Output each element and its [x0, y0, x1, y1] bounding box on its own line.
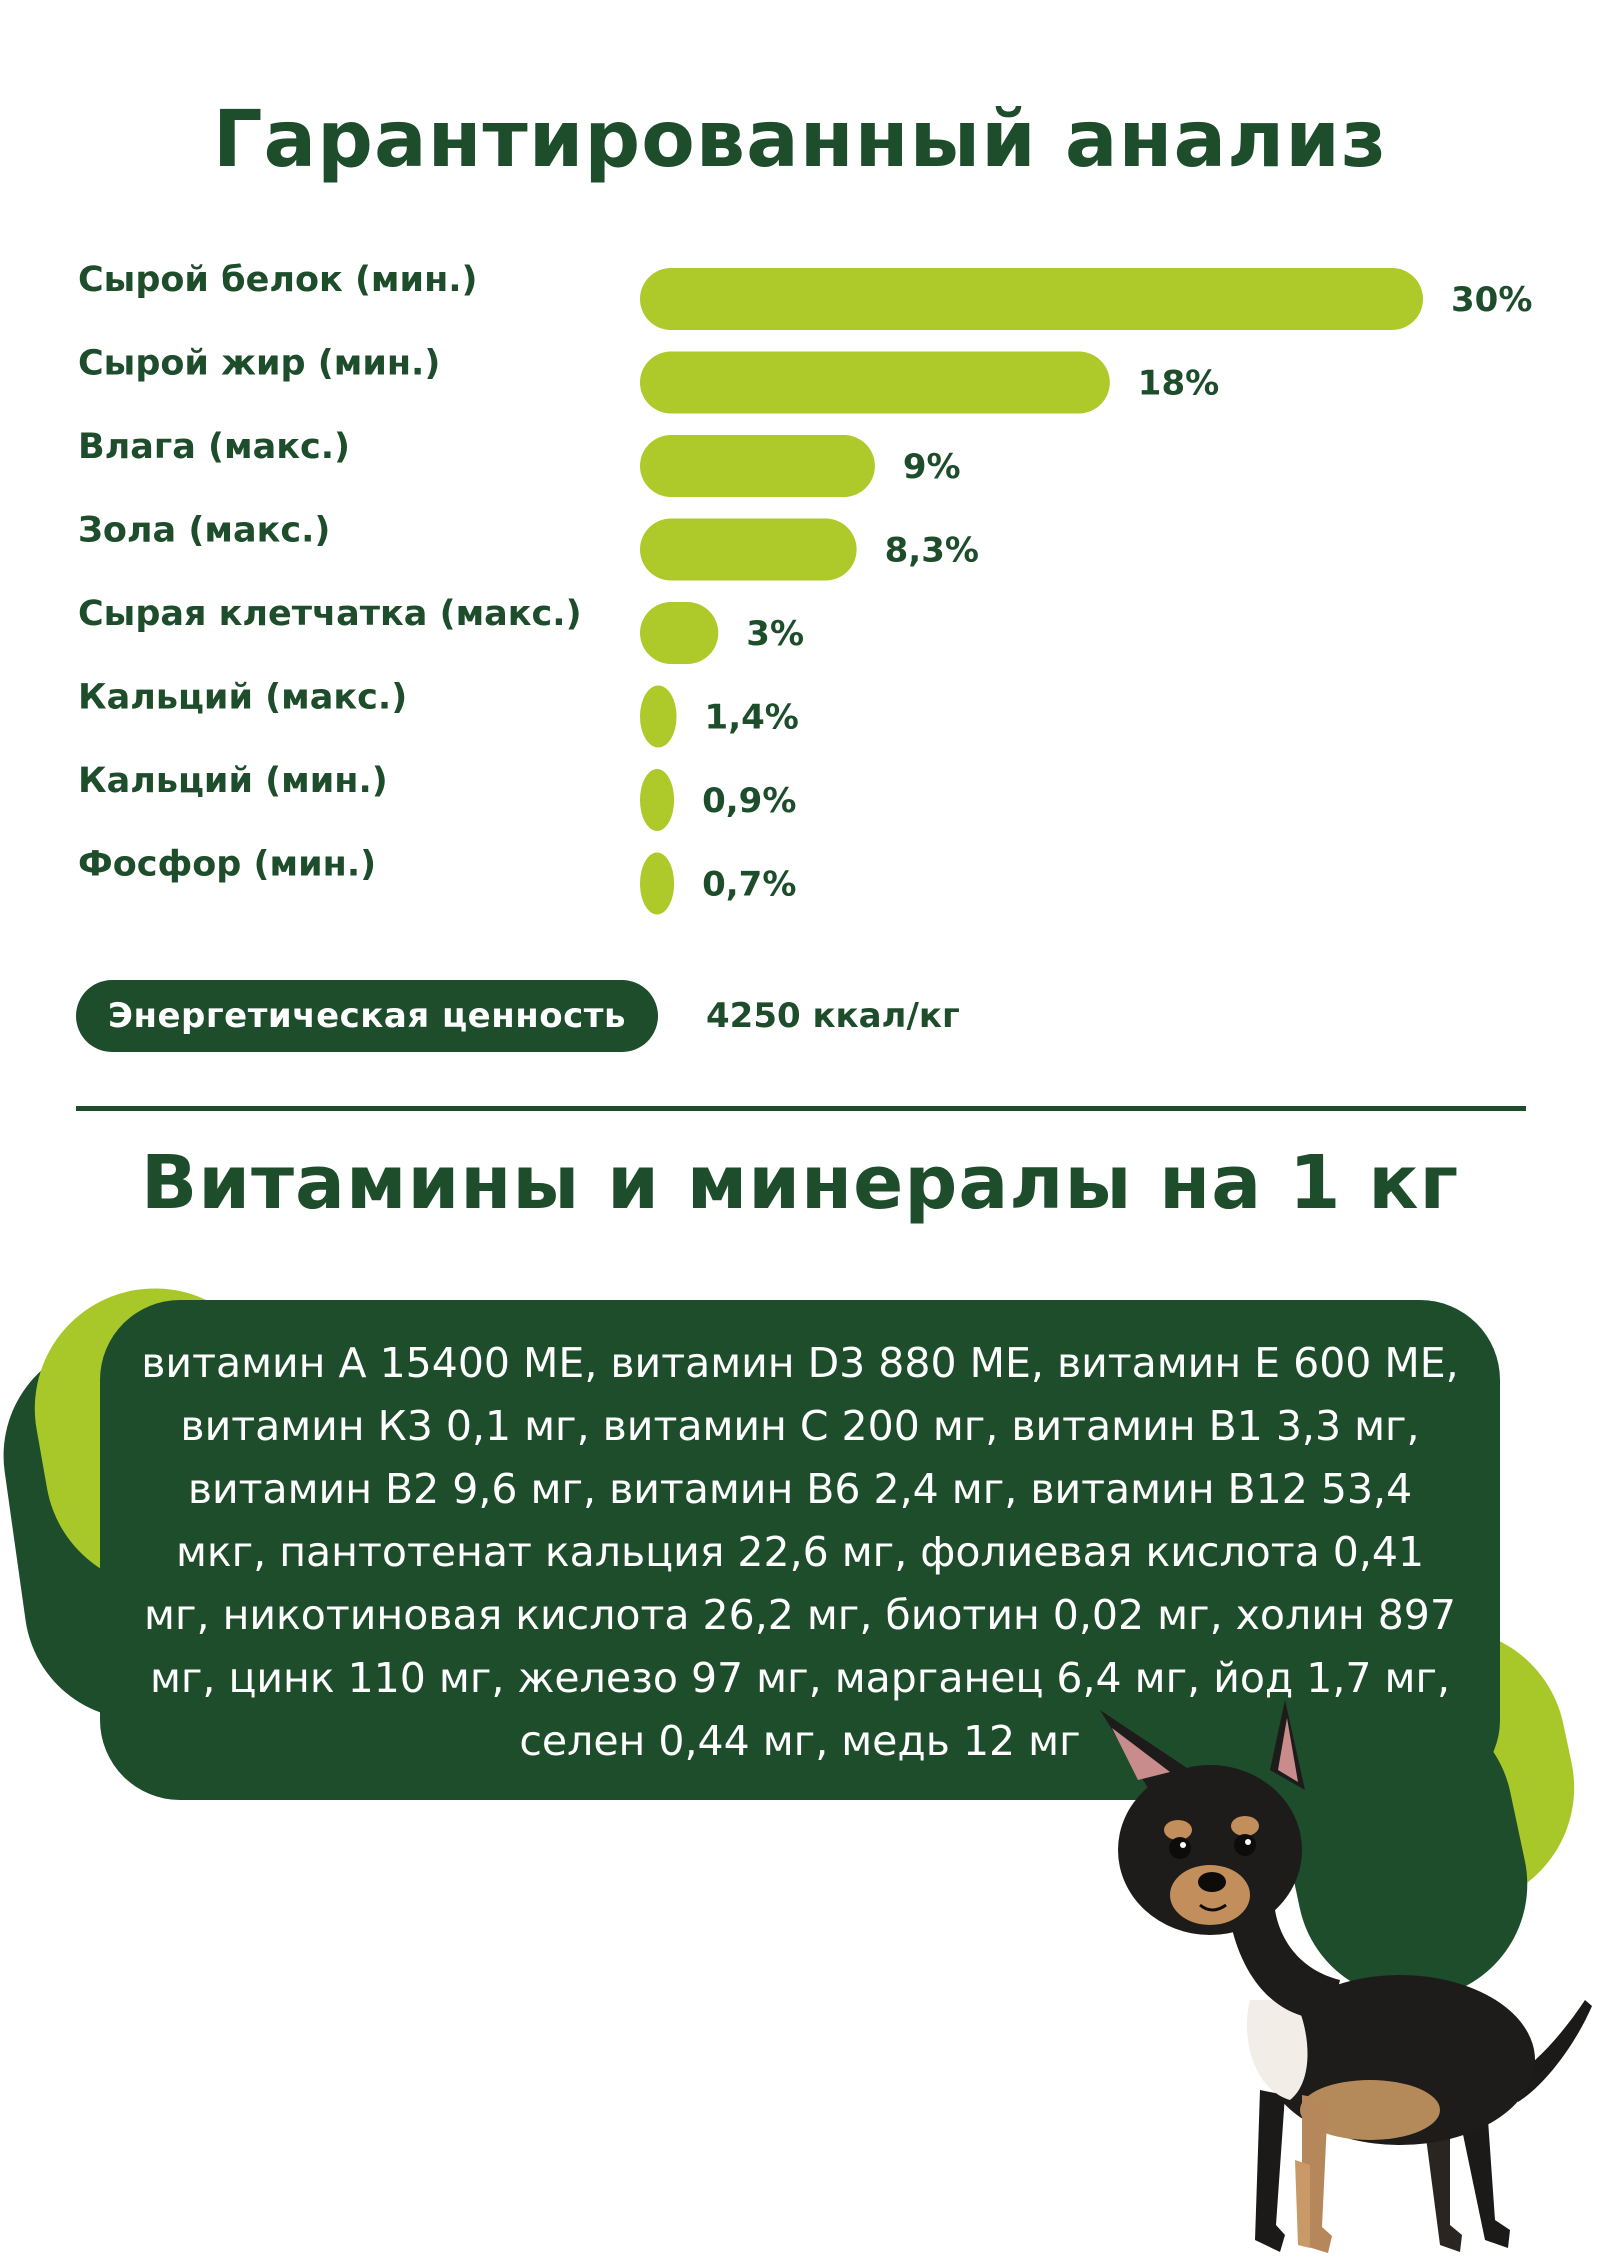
bar: [640, 602, 718, 664]
bar: [640, 268, 1423, 330]
bar-category-label: Сырая клетчатка (макс.): [78, 594, 582, 634]
chihuahua-illustration: [1040, 1700, 1600, 2263]
bar-category-label: Кальций (мин.): [78, 761, 388, 801]
bar-category-label: Фосфор (мин.): [78, 844, 377, 885]
bar-category-label: Сырой жир (мин.): [78, 343, 441, 384]
section-divider: [76, 1106, 1526, 1111]
bar-value-label: 1,4%: [704, 697, 799, 738]
bar: [640, 519, 857, 581]
vitamins-text: витамин А 15400 МЕ, витамин D3 880 МЕ, витамин Е 600 МЕ, витамин К3 0,1 мг, витамин С 200 мг, витамин В1 3,3 мг, витамин В2 9,6 мг, витамин В6 2,4 мг, витамин В12 53,4 мкг, пантотенат кальция 22,6 мг, фолиевая кислота 0,41 мг, никотиновая кислота 26,2 мг, биотин 0,02 мг, холин 897 мг, цинк 110 мг, железо 97 мг, марганец 6,4 мг, йод 1,7 мг, селен 0,44 мг, медь 12 мг: [141, 1339, 1459, 1765]
bar-category-label: Влага (макс.): [78, 427, 351, 467]
bar: [640, 435, 875, 497]
bar-value-label: 30%: [1451, 280, 1533, 320]
bar-category-label: Зола (макс.): [78, 510, 331, 551]
bar-value-label: 8,3%: [884, 530, 979, 571]
energy-label-pill: Энергетическая ценность: [76, 980, 658, 1052]
bar: [640, 352, 1110, 414]
vitamins-title: Витамины и минералы на 1 кг: [140, 1140, 1460, 1226]
bar: [640, 853, 674, 915]
bar: [640, 769, 674, 831]
bar-category-label: Сырой белок (мин.): [78, 260, 478, 300]
bar: [640, 686, 677, 748]
page-title: Гарантированный анализ: [212, 95, 1388, 185]
bar-value-label: 9%: [902, 447, 961, 487]
bar-value-label: 0,7%: [702, 864, 797, 905]
analysis-bar-chart: [0, 240, 1600, 940]
energy-value: 4250 ккал/кг: [706, 996, 960, 1036]
bar-category-label: Кальций (макс.): [78, 677, 408, 718]
bar-value-label: 18%: [1137, 363, 1220, 404]
bar-value-label: 0,9%: [702, 781, 797, 821]
bar-value-label: 3%: [746, 614, 805, 654]
